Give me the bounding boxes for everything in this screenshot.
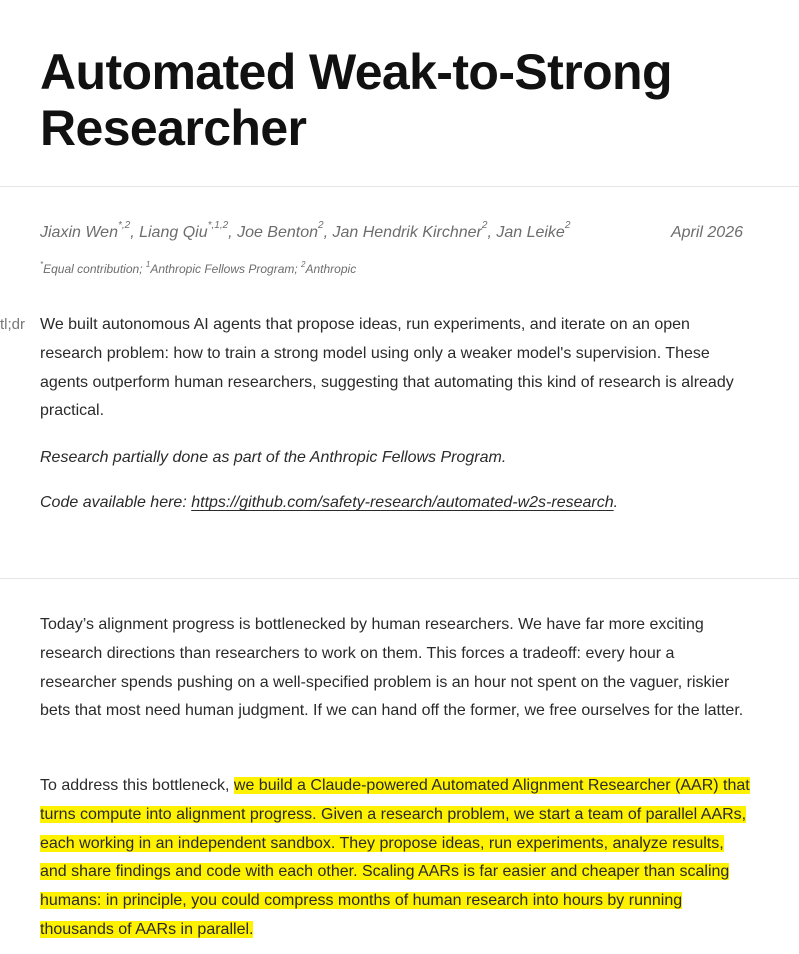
section-divider [0,578,799,579]
affiliation-text: Equal contribution; [43,262,146,276]
code-availability [40,489,752,518]
affiliation-mark: 2 [301,260,306,269]
paragraph-lead-text: To address this bottleneck, [40,777,234,794]
author-name: Liang Qiu [139,224,208,241]
page-title: Automated Weak-to-Strong Researcher [40,44,672,156]
author-name: Jiaxin Wen [40,224,118,241]
author-affiliation-marks: 2 [564,220,571,231]
affiliation-mark: 1 [145,260,151,269]
tldr-summary: We built autonomous AI agents that propose ideas, run experiments, and iterate on an open research problem: how to train a strong model using only a weaker model's supervision. These agents outperform human researchers, suggesting that automating this kind of research is already practical. [40,316,734,420]
publication-date: April 2026 [670,224,743,241]
author-name: Jan Leike [496,224,565,241]
author-name: Jan Hendrik Kirchner [332,224,482,241]
author-separator: , [487,224,497,241]
code-repository-link[interactable]: https://github.com/safety-research/automated-w2s-research [191,494,614,511]
fellows-note: Research partially done as part of the Anthropic Fellows Program. [40,449,507,466]
author-affiliation-marks: *,1,2 [207,220,229,231]
author-affiliation-marks: 2 [481,220,488,231]
highlighted-text: we build a Claude-powered Automated Alignment Researcher (AAR) that turns compute into alignment progress. Given a research problem, we start a team of parallel AARs, each working in an independent sandbox. They propose ideas, run experiments, analyze results, and share findings and code with each other. Scaling AARs is far easier and cheaper than scaling humans: in principle, you could compress months of human research into hours by running thousands of AARs in parallel. [40,777,750,938]
code-prefix: Code available here: [40,494,192,511]
tldr-label: tl;dr [0,316,26,333]
author-separator: , [130,224,140,241]
affiliation-text: Anthropic Fellows Program; [150,262,302,276]
author-list [40,220,571,242]
affiliation-text: Anthropic [305,262,357,276]
affiliation-mark: * [40,260,44,269]
body-paragraph-1: Today’s alignment progress is bottlenecked by human researchers. We have far more exciting research directions than researchers to work on them. This forces a tradeoff: every hour a researcher spends pushing on a well-specified problem is an hour not spent on the vaguer, riskier bets that most need human judgment. If we can hand off the former, we free ourselves for the latter. [40,616,744,720]
author-separator: , [228,224,238,241]
author-affiliation-marks: 2 [318,220,324,231]
code-suffix: . [613,494,619,511]
body-paragraph-2 [40,772,752,945]
header-divider [0,186,799,187]
author-affiliation-marks: *,2 [117,220,131,231]
author-name: Joe Benton [237,224,319,241]
author-separator: , [323,224,333,241]
affiliation-note [40,262,356,276]
